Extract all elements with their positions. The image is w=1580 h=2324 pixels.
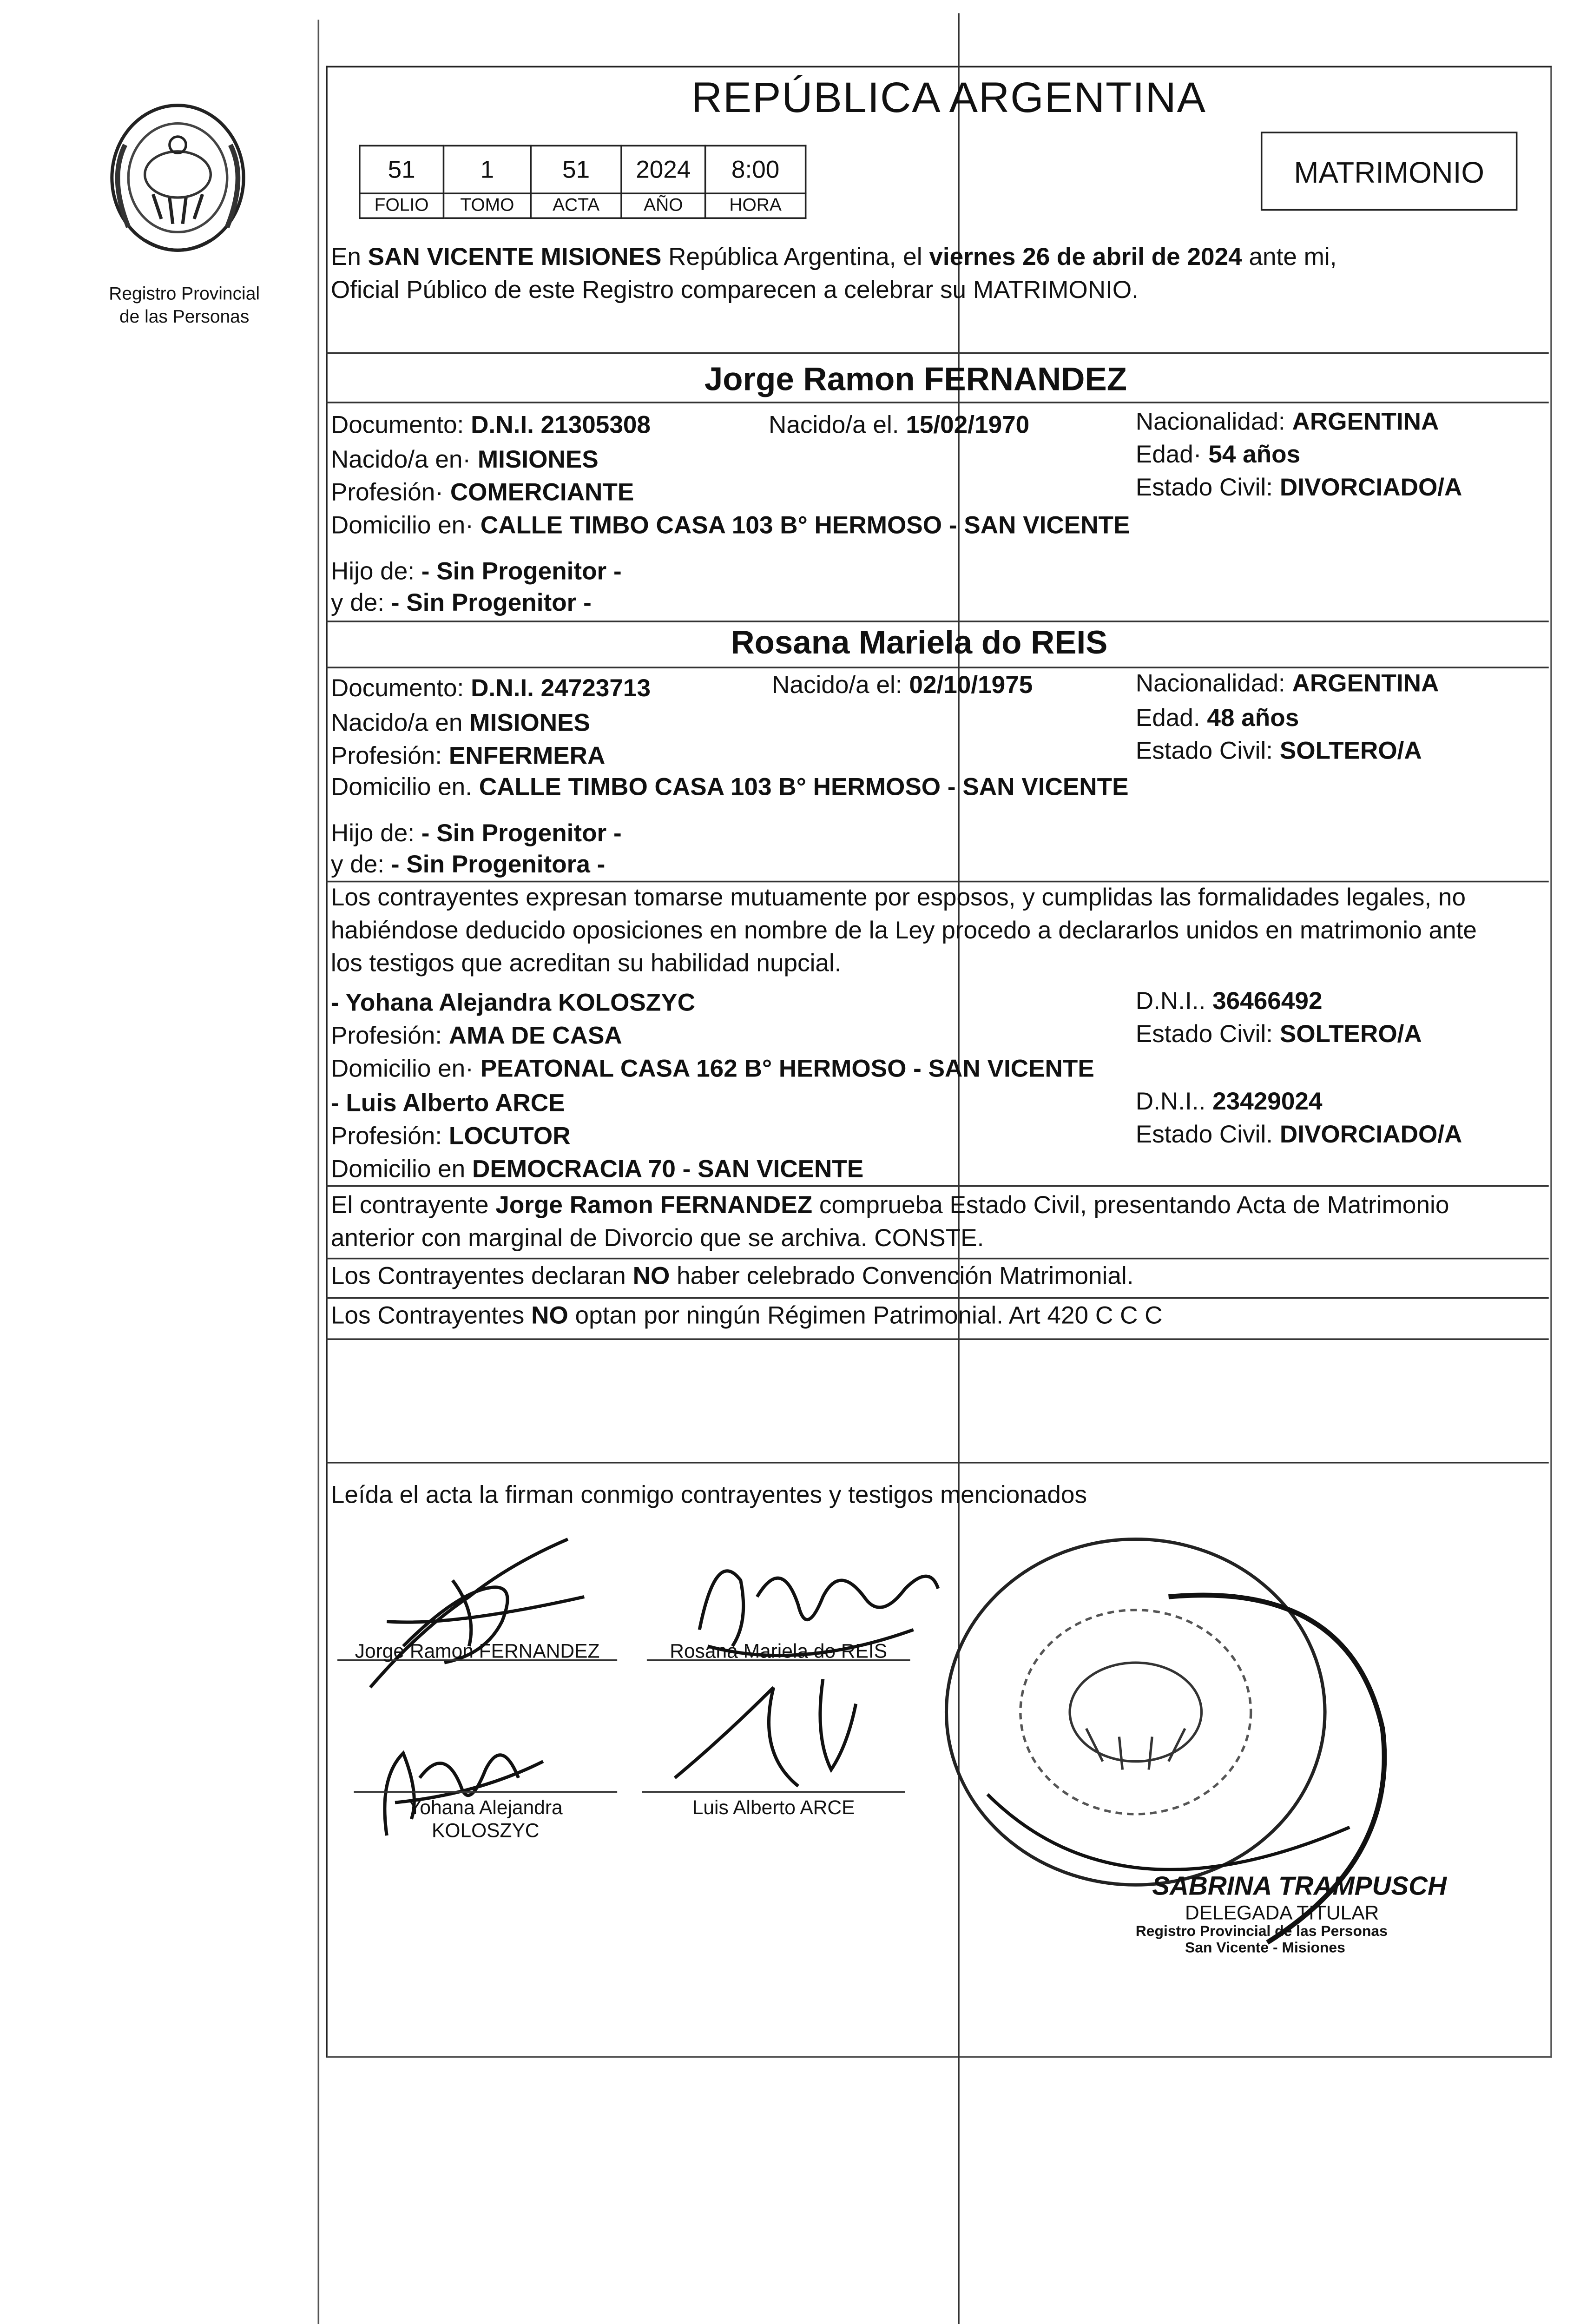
stamp-line4: San Vicente - Misiones <box>1185 1939 1345 1956</box>
c2-documento: Documento: D.N.I. 24723713 <box>330 675 651 703</box>
divider <box>326 621 1548 622</box>
folio-value: 51 <box>360 145 444 193</box>
t1-profesion: Profesión: AMA DE CASA <box>330 1022 622 1050</box>
c2-nacionalidad: Nacionalidad: ARGENTINA <box>1135 670 1439 698</box>
c1-y-de: y de: - Sin Progenitor - <box>330 589 592 618</box>
t1-dni: D.N.I.. 36466492 <box>1135 988 1323 1016</box>
c1-estado-civil: Estado Civil: DIVORCIADO/A <box>1135 474 1462 502</box>
divider <box>326 1258 1548 1260</box>
divider <box>326 1185 1548 1187</box>
c1-nacido-en: Nacido/a en· MISIONES <box>330 446 599 475</box>
hora-header: HORA <box>705 193 806 218</box>
sig-label-rosana: Rosana Mariela do REIS <box>670 1639 888 1663</box>
stamp-title: DELEGADA TITULAR <box>1185 1901 1379 1925</box>
sig-label-jorge: Jorge Ramon FERNANDEZ <box>355 1639 600 1663</box>
c2-hijo-de: Hijo de: - Sin Progenitor - <box>330 819 622 848</box>
page-title: REPÚBLICA ARGENTINA <box>691 72 1206 122</box>
divider <box>326 881 1548 883</box>
c1-profesion: Profesión· COMERCIANTE <box>330 479 634 507</box>
acta-value: 51 <box>531 145 621 193</box>
c2-y-de: y de: - Sin Progenitora - <box>330 851 606 879</box>
declaration-line-1: Los contrayentes expresan tomarse mutuamente por esposos, y cumplidas las formalidades legales, no <box>330 884 1466 912</box>
c2-profesion: Profesión: ENFERMERA <box>330 742 606 771</box>
c1-hijo-de: Hijo de: - Sin Progenitor - <box>330 558 622 586</box>
divider <box>326 352 1548 354</box>
tomo-value: 1 <box>443 145 531 193</box>
testigo1-name: - Yohana Alejandra KOLOSZYC <box>330 989 696 1017</box>
t2-profesion: Profesión: LOCUTOR <box>330 1122 571 1151</box>
c2-edad: Edad. 48 años <box>1135 704 1299 733</box>
folio-header: FOLIO <box>360 193 444 218</box>
c1-nacido-el: Nacido/a el. 15/02/1970 <box>768 411 1030 440</box>
c1-nacionalidad: Nacionalidad: ARGENTINA <box>1135 408 1439 436</box>
signature-luis <box>658 1671 905 1802</box>
act-type-box: MATRIMONIO <box>1261 132 1518 211</box>
divider <box>326 1297 1548 1299</box>
margin-rule <box>318 20 320 2324</box>
folio-table <box>359 145 806 219</box>
registry-seal <box>95 95 260 284</box>
sig-label-yohana: Yohana Alejandra KOLOSZYC <box>408 1796 563 1842</box>
c2-domicilio: Domicilio en. CALLE TIMBO CASA 103 B° HERMOSO - SAN VICENTE <box>330 773 1129 802</box>
c1-documento: Documento: D.N.I. 21305308 <box>330 411 651 440</box>
intro-line-2: Oficial Público de este Registro comparecen a celebrar su MATRIMONIO. <box>330 277 1139 305</box>
provincial-seal-icon <box>95 95 260 277</box>
sig-label-luis: Luis Alberto ARCE <box>692 1796 855 1819</box>
c2-estado-civil: Estado Civil: SOLTERO/A <box>1135 737 1422 766</box>
c2-nacido-en: Nacido/a en MISIONES <box>330 709 591 738</box>
t1-domicilio: Domicilio en· PEATONAL CASA 162 B° HERMOSO - SAN VICENTE <box>330 1055 1094 1083</box>
sig-line <box>354 1791 617 1793</box>
stamp-name: SABRINA TRAMPUSCH <box>1152 1873 1447 1901</box>
declaration-line-2: habiéndose deducido oposiciones en nombre de la Ley procedo a declararlos unidos en matrimonio ante <box>330 917 1477 945</box>
tomo-header: TOMO <box>443 193 531 218</box>
anio-header: AÑO <box>621 193 705 218</box>
stamp-line3: Registro Provincial de las Personas <box>1135 1922 1388 1940</box>
note-1-line-1: El contrayente Jorge Ramon FERNANDEZ comprueba Estado Civil, presentando Acta de Matrimonio <box>330 1192 1449 1220</box>
hora-value: 8:00 <box>705 145 806 193</box>
registry-label: Registro Provincial de las Personas <box>109 284 260 328</box>
note-1-line-2: anterior con marginal de Divorcio que se archiva. CONSTE. <box>330 1225 984 1253</box>
c1-edad: Edad· 54 años <box>1135 441 1301 469</box>
c2-nacido-el: Nacido/a el: 02/10/1975 <box>772 672 1033 700</box>
testigo2-name: - Luis Alberto ARCE <box>330 1089 565 1118</box>
c1-domicilio: Domicilio en· CALLE TIMBO CASA 103 B° HERMOSO - SAN VICENTE <box>330 512 1130 540</box>
divider <box>326 402 1548 403</box>
contrayente1-name: Jorge Ramon FERNANDEZ <box>704 362 1127 399</box>
divider <box>326 667 1548 668</box>
t2-estado-civil: Estado Civil. DIVORCIADO/A <box>1135 1121 1462 1149</box>
center-fold-line <box>958 13 960 2324</box>
divider <box>326 1462 1548 1464</box>
contrayente2-name: Rosana Mariela do REIS <box>731 625 1108 662</box>
declaration-line-3: los testigos que acreditan su habilidad nupcial. <box>330 950 842 978</box>
intro-line-1: En SAN VICENTE MISIONES República Argentina, el viernes 26 de abril de 2024 ante mi, <box>330 244 1337 272</box>
acta-header: ACTA <box>531 193 621 218</box>
note-2: Los Contrayentes declaran NO haber celebrado Convención Matrimonial. <box>330 1262 1134 1291</box>
anio-value: 2024 <box>621 145 705 193</box>
closing-text: Leída el acta la firman conmigo contrayentes y testigos mencionados <box>330 1481 1087 1510</box>
sig-line <box>642 1791 905 1793</box>
divider <box>326 1338 1548 1340</box>
signature-jorge <box>354 1531 617 1696</box>
t2-dni: D.N.I.. 23429024 <box>1135 1088 1323 1116</box>
note-3: Los Contrayentes NO optan por ningún Régimen Patrimonial. Art 420 C C C <box>330 1302 1163 1330</box>
t1-estado-civil: Estado Civil: SOLTERO/A <box>1135 1020 1422 1049</box>
t2-domicilio: Domicilio en DEMOCRACIA 70 - SAN VICENTE <box>330 1155 864 1184</box>
